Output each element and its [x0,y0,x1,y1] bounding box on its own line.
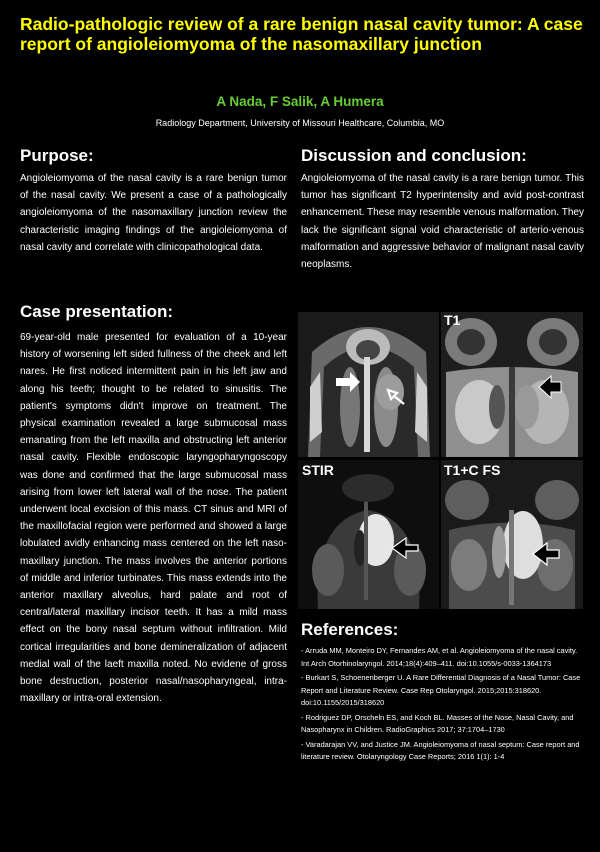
t1-panel [441,312,583,457]
reference-item: - Arruda MM, Monteiro DY, Fernandes AM, et al. Angioleiomyoma of the nasal cavity. Int Arch Otorhinolaryngol. 2014;18(4):409–411. doi:10.1055/s-0033-1364173 [301,646,578,668]
case-text: 69-year-old male presented for evaluation of a 10-year history of worsening left sided fullness of the cheek and left nares. He first noticed intermittent pain in his left jaw and along his teeth; thought to be related to sinusitis. The patient's symptoms didn't improve on treatment. The physical examination revealed a large submucosal mass emanating from the left maxilla and obstructing left anterior nasal cavity. Flexible endoscopic laryngopharyngoscopy was done and confirmed that the large submucosal mass arising from lower left lateral wall of the nose. The patient underwent local excision of this mass. CT sinus and MRI of the maxillofacial region were performed and showed a large lobulated avidly enhancing mass centered on the left naso-maxillary junction. The mass involves the anterior portions of middle and inferior turbinates. This mass extends into the anterior maxillary alveolus, hard palate and root of central/lateral maxillary incisor teeth. It has a mild mass effect on the bony nasal septum without infiltration. Mild cortical irregularities and bone demineralization of adjacent medial wall of the laeft maxilla noted. No evidene of gross bone destruction, posterior nasal/nasopharyngeal, intra-maxillary or intra-oral extension. [20,332,287,705]
affiliation: Radiology Department, University of Missouri Healthcare, Columbia, MO [155,118,445,128]
reference-item: - Rodriguez DP, Orscheln ES, and Koch BL. Masses of the Nose, Nasal Cavity, and Nasopharynx in Children. RadioGraphics 2017; 37:1704–1730 [301,712,574,734]
stir-panel [298,460,439,609]
reference-item: - Burkart S, Schoenenberger U. A Rare Differential Diagnosis of a Nasal Tumor: Case Report and Literature Review. Case Rep Otolaryngol. 2015;2015:318620. doi:10.1155/2015/318620 [301,673,581,707]
authors: A Nada, F Salik, A Humera [216,94,384,109]
purpose-text: Angioleiomyoma of the nasal cavity is a rare benign tumor of the nasal cavity. We present a case of a pathologically angioleiomyoma of the nasomaxillary junction review the characteristic imaging findings of the angioleiomyoma of nasal cavity and correlate with clinicopathological data. [20,173,287,253]
references-list [301,645,586,766]
t1c-image [441,460,583,609]
reference-item: - Varadarajan VV, and Justice JM. Angioleiomyoma of nasal septum: Case report and literature review. Otolaryngology Case Reports; 2016 1(1): 1-4 [301,739,580,761]
stir-label: STIR [302,462,334,478]
t1c-panel [441,460,583,609]
poster-title: Radio-pathologic review of a rare benign nasal cavity tumor: A case report of angioleiomyoma of the nasomaxillary junction [20,14,583,54]
references-heading: References: [301,620,399,639]
t1-image [441,312,583,457]
imaging-figure [298,312,583,609]
ct-image [298,312,439,457]
t1-label: T1 [444,312,461,328]
stir-image [298,460,439,609]
case-heading: Case presentation: [20,302,174,321]
purpose-heading: Purpose: [20,146,94,165]
discussion-text: Angioleiomyoma of the nasal cavity is a rare benign tumor. This tumor has significant T2 hyperintensity and avid post-contrast enhancement. These may resemble venous malformation. They lack the significant signal void characteristic of arterio-venous malformation and aggressive behavior of malignant nasal cavity neoplasms. [301,173,584,271]
ct-panel [298,312,439,457]
discussion-heading: Discussion and conclusion: [301,146,527,165]
t1c-label: T1+C FS [444,462,501,478]
